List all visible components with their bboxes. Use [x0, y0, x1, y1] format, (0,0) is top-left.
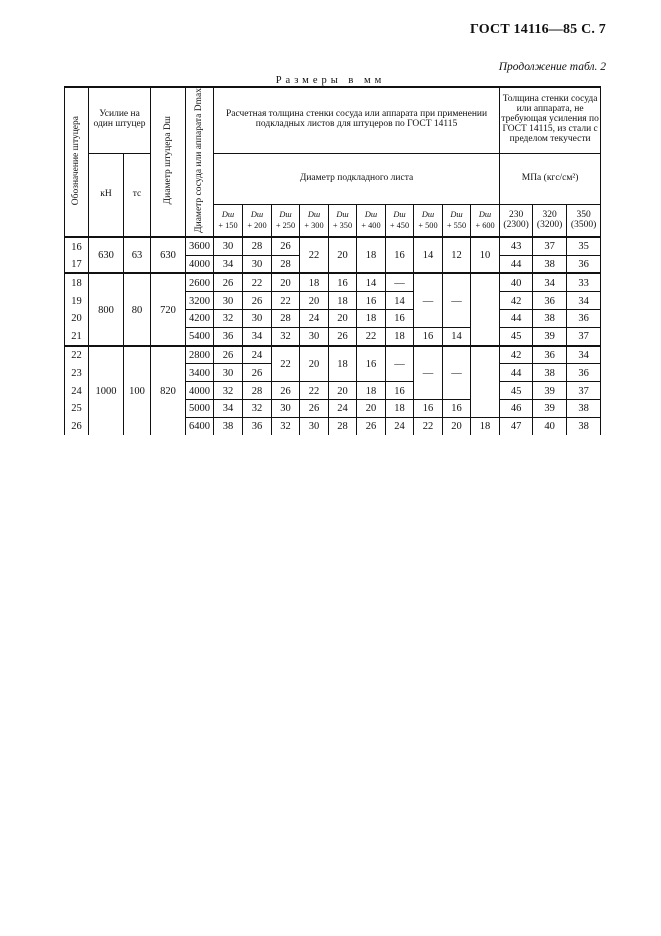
calc-cell: 36 [214, 327, 243, 345]
plate-size-200: Dш + 200 [243, 205, 272, 237]
wall-cell: 38 [533, 364, 567, 382]
force-kn: 1000 [89, 346, 124, 435]
calc-cell: 14 [443, 327, 471, 345]
force-kn: 800 [89, 273, 124, 345]
calc-cell: — [386, 346, 414, 382]
calc-cell: 28 [243, 382, 272, 400]
calc-cell: 18 [386, 327, 414, 345]
fitting-diameter: 630 [151, 237, 186, 274]
wall-cell: 34 [533, 273, 567, 291]
calc-cell: 20 [300, 292, 329, 310]
wall-cell: 36 [567, 364, 601, 382]
header-designation: Обозначение штуцера [65, 87, 89, 237]
wall-cell: 40 [500, 273, 533, 291]
calc-cell: 26 [329, 327, 357, 345]
wall-cell: 39 [533, 382, 567, 400]
vessel-diameter: 3600 [186, 237, 214, 255]
calc-cell: 32 [214, 382, 243, 400]
calc-cell: 24 [300, 310, 329, 328]
calc-cell: 30 [214, 237, 243, 255]
wall-cell: 37 [533, 237, 567, 255]
calc-cell: 30 [243, 255, 272, 273]
wall-cell: 34 [567, 346, 601, 364]
plate-size-350: Dш + 350 [329, 205, 357, 237]
plate-size-550: Dш + 550 [443, 205, 471, 237]
calc-cell: 22 [300, 237, 329, 274]
calc-cell: 14 [414, 237, 443, 274]
wall-cell: 45 [500, 382, 533, 400]
row-id: 23 [65, 364, 89, 382]
calc-cell: 22 [272, 346, 300, 382]
calc-cell: 20 [357, 400, 386, 418]
yield-level-350: 350 (3500) [567, 205, 601, 237]
table-continuation-note: Продолжение табл. 2 [498, 61, 606, 73]
wall-cell: 40 [533, 417, 567, 434]
calc-cell: 22 [357, 327, 386, 345]
calc-cell: 16 [386, 310, 414, 328]
calc-cell: — [443, 346, 471, 400]
table-row [65, 273, 601, 291]
vessel-diameter: 5000 [186, 400, 214, 418]
vessel-diameter: 4000 [186, 382, 214, 400]
wall-cell: 42 [500, 346, 533, 364]
calc-cell: 20 [272, 273, 300, 291]
calc-cell: 14 [386, 292, 414, 310]
calc-cell: 34 [214, 400, 243, 418]
page-header: ГОСТ 14116—85 С. 7 [469, 22, 606, 37]
force-ts: 80 [124, 273, 151, 345]
calc-cell [471, 273, 500, 345]
table-row [65, 346, 601, 364]
vessel-diameter: 4000 [186, 255, 214, 273]
calc-cell: 18 [300, 273, 329, 291]
wall-cell: 34 [567, 292, 601, 310]
wall-cell: 47 [500, 417, 533, 434]
row-id: 24 [65, 382, 89, 400]
calc-cell: 16 [357, 292, 386, 310]
calc-cell: 26 [272, 237, 300, 255]
calc-cell: 26 [357, 417, 386, 434]
fitting-diameter: 720 [151, 273, 186, 345]
calc-cell: 20 [443, 417, 471, 434]
calc-cell: 28 [272, 255, 300, 273]
table-row [65, 237, 601, 255]
calc-cell: 18 [329, 292, 357, 310]
wall-cell: 37 [567, 327, 601, 345]
header-fitting-diameter: Диаметр штуцера Dш [151, 87, 186, 237]
wall-cell: 37 [567, 382, 601, 400]
calc-cell: 30 [243, 310, 272, 328]
vessel-diameter: 2800 [186, 346, 214, 364]
wall-cell: 36 [567, 310, 601, 328]
calc-cell: 22 [272, 292, 300, 310]
calc-cell: 36 [243, 417, 272, 434]
calc-cell: 22 [414, 417, 443, 434]
calc-cell: 30 [214, 364, 243, 382]
wall-cell: 43 [500, 237, 533, 255]
row-id: 18 [65, 273, 89, 291]
calc-cell: 22 [243, 273, 272, 291]
vessel-diameter: 3200 [186, 292, 214, 310]
row-id: 16 [65, 237, 89, 255]
calc-cell: 32 [243, 400, 272, 418]
calc-cell: 12 [443, 237, 471, 274]
vessel-diameter: 5400 [186, 327, 214, 345]
calc-cell [471, 346, 500, 418]
yield-level-230: 230 (2300) [500, 205, 533, 237]
wall-cell: 44 [500, 310, 533, 328]
units-caption: Размеры в мм [275, 75, 386, 86]
vessel-diameter: 4200 [186, 310, 214, 328]
calc-cell: 20 [329, 310, 357, 328]
calc-cell: 18 [357, 310, 386, 328]
header-vessel-diameter: Диаметр сосуда или аппарата Dmax [186, 87, 214, 237]
calc-cell: — [443, 273, 471, 327]
calc-cell: — [386, 273, 414, 291]
calc-cell: 24 [386, 417, 414, 434]
calc-cell: 34 [214, 255, 243, 273]
calc-cell: 26 [272, 382, 300, 400]
calc-cell: 28 [272, 310, 300, 328]
calc-cell: 34 [243, 327, 272, 345]
header-plate-diameter: Диаметр подкладного листа [214, 153, 500, 205]
wall-cell: 39 [533, 327, 567, 345]
calc-cell: 14 [357, 273, 386, 291]
dimensions-table [64, 86, 601, 435]
calc-cell: 16 [414, 400, 443, 418]
wall-cell: 38 [533, 255, 567, 273]
calc-cell: 28 [243, 237, 272, 255]
wall-cell: 36 [567, 255, 601, 273]
plate-size-300: Dш + 300 [300, 205, 329, 237]
vessel-diameter: 2600 [186, 273, 214, 291]
calc-cell: 28 [329, 417, 357, 434]
plate-size-500: Dш + 500 [414, 205, 443, 237]
calc-cell: 20 [329, 382, 357, 400]
calc-cell: 32 [214, 310, 243, 328]
wall-cell: 45 [500, 327, 533, 345]
calc-cell: 16 [329, 273, 357, 291]
calc-cell: 10 [471, 237, 500, 274]
calc-cell: 16 [357, 346, 386, 382]
calc-cell: 18 [386, 400, 414, 418]
vessel-diameter: 3400 [186, 364, 214, 382]
calc-cell: — [414, 346, 443, 400]
wall-cell: 44 [500, 255, 533, 273]
calc-cell: 26 [300, 400, 329, 418]
header-calc-thickness: Расчетная толщина стенки сосуда или аппарата при применении подкладных листов для штуцеров по ГОСТ 14115 [214, 87, 500, 153]
calc-cell: 20 [300, 346, 329, 382]
calc-cell: 38 [214, 417, 243, 434]
plate-size-600: Dш + 600 [471, 205, 500, 237]
calc-cell: 18 [329, 346, 357, 382]
wall-cell: 36 [533, 292, 567, 310]
wall-cell: 46 [500, 400, 533, 418]
calc-cell: 26 [214, 273, 243, 291]
calc-cell: 18 [357, 237, 386, 274]
row-id: 26 [65, 417, 89, 434]
row-id: 22 [65, 346, 89, 364]
force-ts: 63 [124, 237, 151, 274]
fitting-diameter: 820 [151, 346, 186, 435]
yield-level-320: 320 (3200) [533, 205, 567, 237]
vessel-diameter: 6400 [186, 417, 214, 434]
calc-cell: 26 [243, 364, 272, 382]
wall-cell: 38 [533, 310, 567, 328]
header-unit-ts: тс [124, 153, 151, 237]
calc-cell: 16 [386, 382, 414, 400]
header-mpa: МПа (кгс/см²) [500, 153, 601, 205]
header-force: Усилие на один штуцер [89, 87, 151, 153]
wall-cell: 36 [533, 346, 567, 364]
header-wall-no-reinforce: Толщина стенки сосуда или аппарата, не требующая усиления по ГОСТ 14115, из стали с пределом текучести [500, 87, 601, 153]
calc-cell: 22 [300, 382, 329, 400]
row-id: 20 [65, 310, 89, 328]
plate-size-150: Dш + 150 [214, 205, 243, 237]
calc-cell: 24 [243, 346, 272, 364]
row-id: 21 [65, 327, 89, 345]
row-id: 19 [65, 292, 89, 310]
wall-cell: 42 [500, 292, 533, 310]
calc-cell: 26 [243, 292, 272, 310]
plate-size-400: Dш + 400 [357, 205, 386, 237]
calc-cell: 20 [329, 237, 357, 274]
calc-cell: 24 [329, 400, 357, 418]
calc-cell: 32 [272, 327, 300, 345]
calc-cell: 30 [272, 400, 300, 418]
wall-cell: 39 [533, 400, 567, 418]
force-kn: 630 [89, 237, 124, 274]
plate-size-250: Dш + 250 [272, 205, 300, 237]
wall-cell: 33 [567, 273, 601, 291]
calc-cell: 18 [357, 382, 386, 400]
calc-cell: — [414, 273, 443, 327]
wall-cell: 44 [500, 364, 533, 382]
calc-cell: 30 [214, 292, 243, 310]
force-ts: 100 [124, 346, 151, 435]
wall-cell: 38 [567, 400, 601, 418]
plate-size-450: Dш + 450 [386, 205, 414, 237]
calc-cell: 16 [414, 327, 443, 345]
calc-cell: 30 [300, 327, 329, 345]
header-unit-kn: кН [89, 153, 124, 237]
calc-cell: 32 [272, 417, 300, 434]
calc-cell: 16 [386, 237, 414, 274]
calc-cell: 30 [300, 417, 329, 434]
calc-cell: 18 [471, 417, 500, 434]
row-id: 25 [65, 400, 89, 418]
wall-cell: 38 [567, 417, 601, 434]
wall-cell: 35 [567, 237, 601, 255]
calc-cell: 16 [443, 400, 471, 418]
row-id: 17 [65, 255, 89, 273]
calc-cell: 26 [214, 346, 243, 364]
